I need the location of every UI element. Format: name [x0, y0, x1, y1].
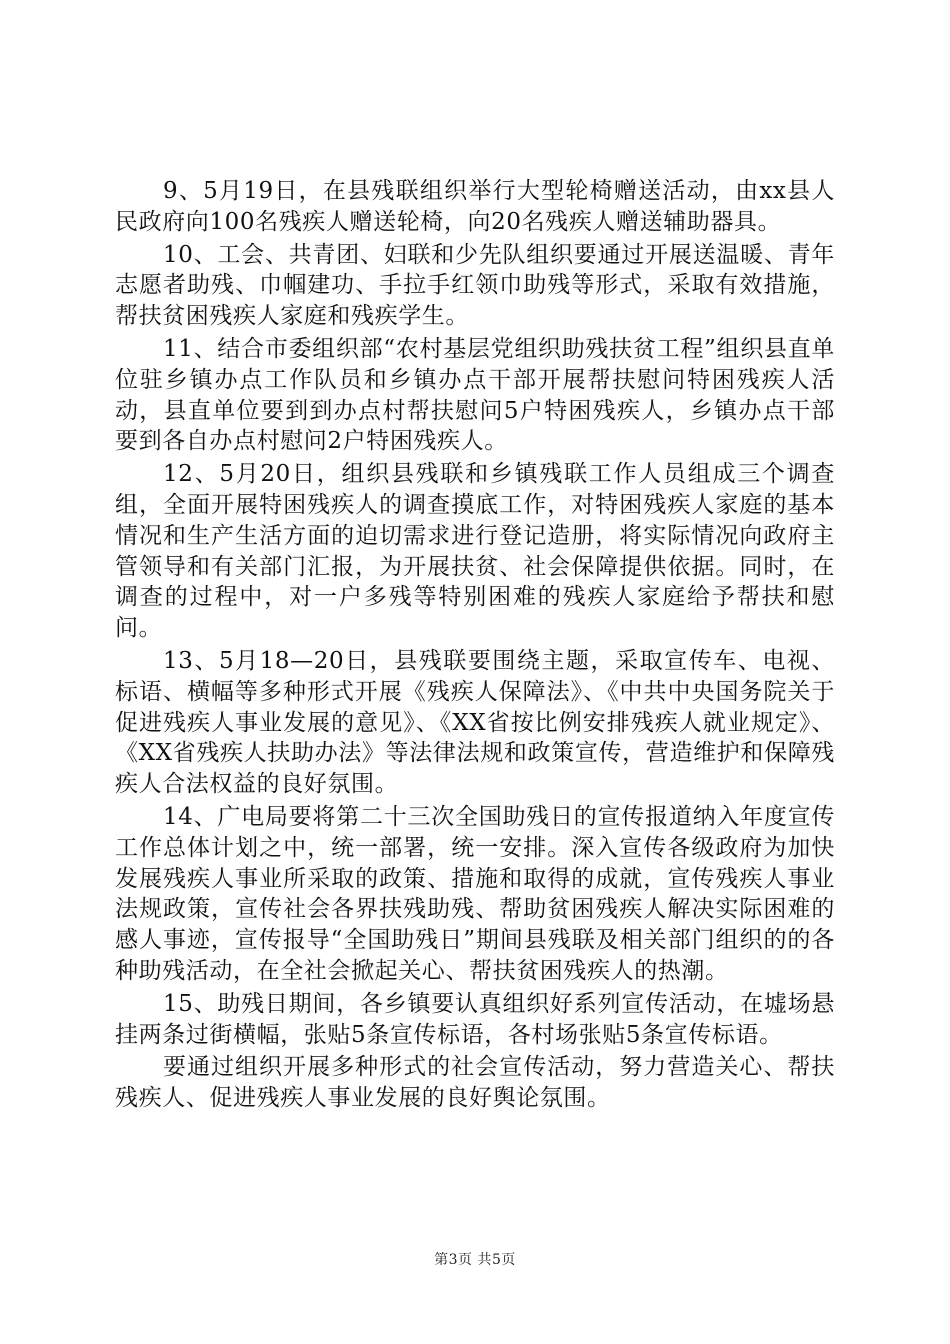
closing-paragraph: 要通过组织开展多种形式的社会宣传活动，努力营造关心、帮扶残疾人、促进残疾人事业发展的良好舆论氛围。 [115, 1054, 835, 1112]
paragraph-item-12: 12、5月20日，组织县残联和乡镇残联工作人员组成三个调查组，全面开展特困残疾人的调查摸底工作，对特困残疾人家庭的基本情况和生产生活方面的迫切需求进行登记造册，将实际情况向政府主管领导和有关部门汇报，为开展扶贫、社会保障提供依据。同时，在调查的过程中，对一户多残等特别困难的残疾人家庭给予帮扶和慰问。 [115, 461, 835, 642]
paragraph-item-10: 10、工会、共青团、妇联和少先队组织要通过开展送温暖、青年志愿者助残、巾帼建功、手拉手红领巾助残等形式，采取有效措施，帮扶贫困残疾人家庭和残疾学生。 [115, 241, 835, 330]
document-body [115, 176, 835, 1116]
paragraph-item-11: 11、结合市委组织部“农村基层党组织助残扶贫工程”组织县直单位驻乡镇办点工作队员和乡镇办点干部开展帮扶慰问特困残疾人活动，县直单位要到到办点村帮扶慰问5户特困残疾人，乡镇办点干部要到各自办点村慰问2户特困残疾人。 [115, 335, 835, 455]
paragraph-item-14: 14、广电局要将第二十三次全国助残日的宣传报道纳入年度宣传工作总体计划之中，统一部署，统一安排。深入宣传各级政府为加快发展残疾人事业所采取的政策、措施和取得的成就，宣传残疾人事业法规政策，宣传社会各界扶残助残、帮助贫困残疾人解决实际困难的感人事迹，宣传报导“全国助残日”期间县残联及相关部门组织的的各种助残活动，在全社会掀起关心、帮扶贫困残疾人的热潮。 [115, 803, 835, 984]
page-number-footer: 第3页 共5页 [434, 1252, 516, 1268]
paragraph-item-9: 9、5月19日，在县残联组织举行大型轮椅赠送活动，由xx县人民政府向100名残疾人赠送轮椅，向20名残疾人赠送辅助器具。 [115, 178, 835, 235]
paragraph-item-13: 13、5月18—20日，县残联要围绕主题，采取宣传车、电视、标语、横幅等多种形式开展《残疾人保障法》、《中共中央国务院关于促进残疾人事业发展的意见》、《XX省按比例安排残疾人就业规定》、《XX省残疾人扶助办法》等法律法规和政策宣传，营造维护和保障残疾人合法权益的良好氛围。 [115, 647, 835, 798]
paragraph-item-15: 15、助残日期间，各乡镇要认真组织好系列宣传活动，在墟场悬挂两条过街横幅，张贴5条宣传标语，各村场张贴5条宣传标语。 [115, 990, 835, 1048]
